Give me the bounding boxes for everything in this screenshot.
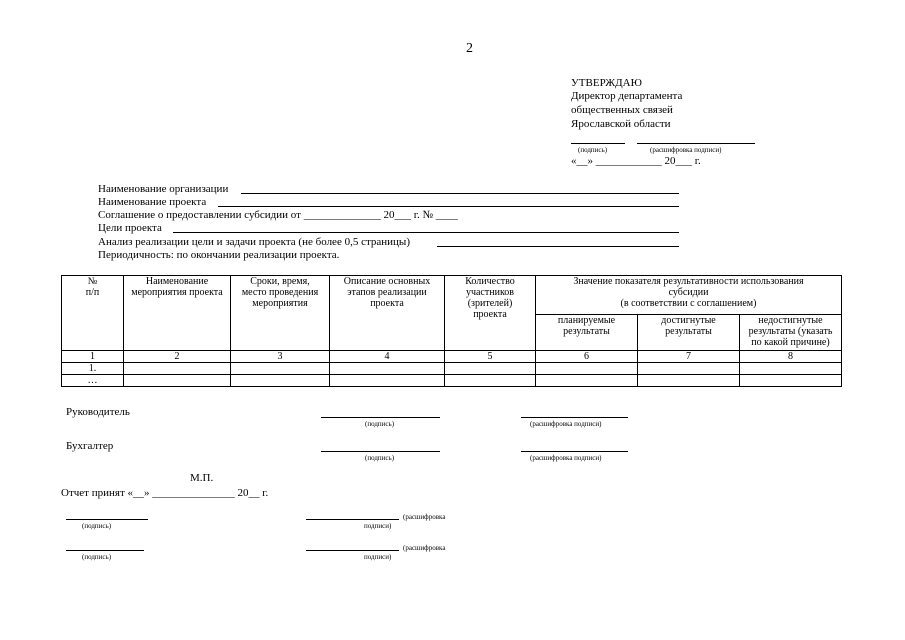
head-decode-caption: (расшифровка подписи) (530, 420, 602, 428)
bottom-sign-line-1 (66, 519, 148, 520)
accountant-sign-caption: (подпись) (365, 454, 395, 462)
bottom-sign-caption-2: (подпись) (82, 553, 112, 561)
col-number: 4 (330, 351, 445, 363)
field-project-label: Наименование проекта (98, 196, 207, 208)
col-number: 6 (536, 351, 638, 363)
head-decode-line (521, 417, 628, 418)
header-indicator: Значение показателя результативности использования субсидии (в соответствии с соглашением) (536, 276, 842, 315)
approval-title: УТВЕРЖДАЮ (571, 77, 642, 89)
bottom-decode-caption-2b: подписи) (364, 553, 392, 561)
field-periodicity: Периодичность: по окончании реализации проекта. (98, 249, 340, 261)
header-not-achieved: недостигнутые результаты (указать по какой причине) (740, 315, 842, 351)
approval-sign-caption: (подпись) (578, 146, 608, 154)
header-event: Наименование мероприятия проекта (124, 276, 231, 351)
row-number: 1. (62, 363, 124, 375)
page-number: 2 (466, 41, 473, 56)
field-analysis-line (437, 246, 679, 247)
approval-line-1: Директор департамента (571, 90, 683, 102)
field-goals-line (173, 232, 679, 233)
approval-decode-line (637, 143, 755, 144)
col-number: 1 (62, 351, 124, 363)
bottom-sign-line-2 (66, 550, 144, 551)
header-dates: Сроки, время, место проведения мероприятия (231, 276, 330, 351)
col-number: 7 (638, 351, 740, 363)
bottom-decode-line-2 (306, 550, 399, 551)
header-participants: Количество участников (зрителей) проекта (445, 276, 536, 351)
approval-line-3: Ярославской области (571, 118, 671, 130)
field-project-line (218, 206, 679, 207)
bottom-decode-line-1 (306, 519, 399, 520)
bottom-decode-caption-1b: подписи) (364, 522, 392, 530)
bottom-decode-caption-2a: (расшифровка (403, 544, 446, 552)
table-row (62, 375, 842, 387)
col-number: 8 (740, 351, 842, 363)
field-org-line (241, 193, 679, 194)
head-label: Руководитель (66, 406, 130, 418)
field-analysis-label: Анализ реализации цели и задачи проекта (не более 0,5 страницы) (98, 236, 410, 248)
field-org-label: Наименование организации (98, 183, 229, 195)
accountant-decode-caption: (расшифровка подписи) (530, 454, 602, 462)
col-number: 5 (445, 351, 536, 363)
row-number: … (62, 375, 124, 387)
field-agreement: Соглашение о предоставлении субсидии от ______________ 20___ г. № ____ (98, 209, 458, 221)
header-achieved: достигнутые результаты (638, 315, 740, 351)
column-number-row (62, 351, 842, 363)
header-num: № п/п (62, 276, 124, 351)
bottom-decode-caption-1a: (расшифровка (403, 513, 446, 521)
accountant-sign-line (321, 451, 440, 452)
accountant-decode-line (521, 451, 628, 452)
report-accepted: Отчет принят «__» _______________ 20__ г. (61, 487, 269, 499)
header-planned: планируемые результаты (536, 315, 638, 351)
approval-decode-caption: (расшифровка подписи) (650, 146, 722, 154)
head-sign-caption: (подпись) (365, 420, 395, 428)
head-sign-line (321, 417, 440, 418)
approval-sign-line (571, 143, 625, 144)
bottom-sign-caption-1: (подпись) (82, 522, 112, 530)
results-table (61, 275, 842, 387)
header-stages: Описание основных этапов реализации проекта (330, 276, 445, 351)
approval-line-2: общественных связей (571, 104, 673, 116)
accountant-label: Бухгалтер (66, 440, 114, 452)
col-number: 2 (124, 351, 231, 363)
stamp-label: М.П. (190, 472, 214, 484)
approval-date: «__» ____________ 20___ г. (571, 155, 701, 167)
field-goals-label: Цели проекта (98, 222, 162, 234)
table-row (62, 363, 842, 375)
col-number: 3 (231, 351, 330, 363)
